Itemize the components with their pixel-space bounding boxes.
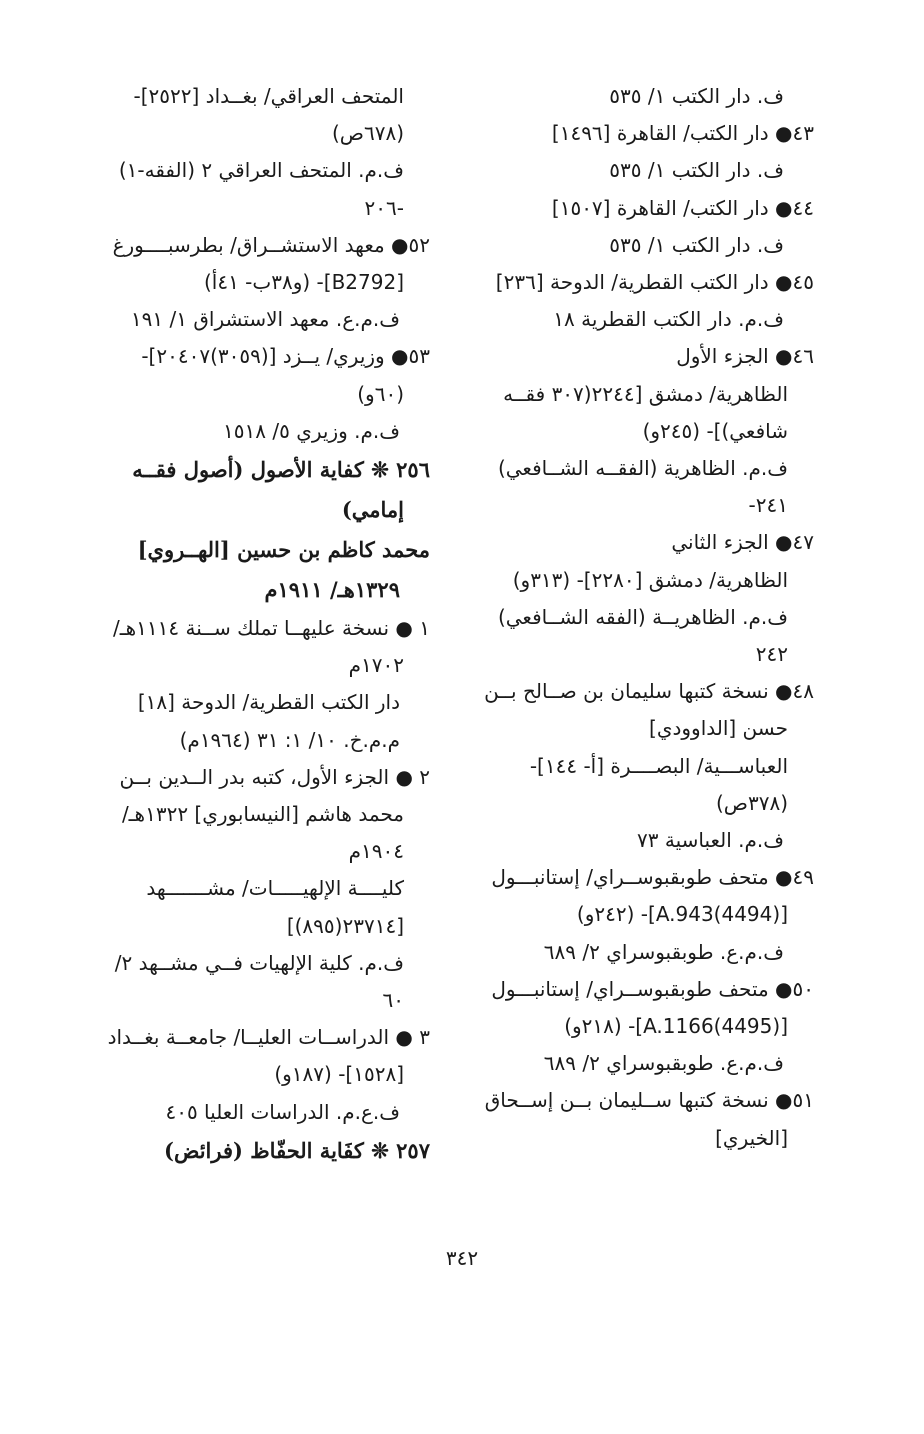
text-line: ٤٣● دار الكتب/ القاهرة [١٤٩٦] (551, 121, 814, 146)
text-line: ٤٦● الجزء الأول (676, 344, 814, 369)
text-line: ٥١● نسخة كتبها ســليمان بــن إســحاق (484, 1088, 814, 1113)
text-line: (٣٧٨ص) (715, 790, 788, 815)
text-line: الظاهرية/ دمشق [٢٢٤٤(٣٠٧ فقــه (503, 381, 788, 406)
text-line: الظاهرية/ دمشق [٢٢٨٠]- (٣١٣و) (512, 567, 788, 592)
text-line: ف.م.ع. طوبقبوسراي ٢/ ٦٨٩ (543, 1051, 784, 1076)
text-line: كليــــة الإلهيـــــات/ مشـــــــهد (146, 876, 404, 901)
page-number: ٣٤٢ (445, 1246, 479, 1270)
text-line: محمد هاشم [النيسابوري] ١٣٢٢هـ/ (121, 802, 404, 827)
text-line: ٣ ● الدراســات العليــا/ جامعــة بغــداد (107, 1025, 430, 1050)
text-line: [B2792]- (و٣٨ب- ٤١أ) (203, 270, 404, 295)
text-line: [١٥٢٨]- (١٨٧و) (274, 1062, 404, 1087)
text-line: -٢٠٦ (364, 195, 404, 220)
text-line: [A.943(4494)]- (٢٤٢و) (576, 902, 788, 927)
text-line: ٤٥● دار الكتب القطرية/ الدوحة [٢٣٦] (495, 270, 814, 295)
text-line: المتحف العراقي/ بغــداد [٢٥٢٢]- (133, 84, 404, 108)
text-line: ف.م.ع. معهد الاستشراق ١/ ١٩١ (130, 307, 400, 332)
text-line: ٤٧● الجزء الثاني (671, 530, 814, 555)
text-line: شافعي)]- (٢٤٥و) (642, 418, 788, 443)
text-line: إمامي) (341, 497, 404, 523)
right-column (462, 78, 814, 1157)
text-line: [الخيري] (715, 1125, 788, 1150)
text-line: ف. دار الكتب ١/ ٥٣٥ (609, 232, 784, 257)
text-line: ٢٤٢ (755, 642, 788, 667)
text-line: ٢٥٧ ❊ كفَاية الحفّاظ (فرائض) (164, 1137, 430, 1163)
text-line: ٢٥٦ ❊ كفاية الأصول (أصول فقــه (132, 457, 430, 483)
text-line: ف.م. كلية الإلهيات فــي مشــهد ٢/ (114, 950, 404, 975)
text-line: ف. دار الكتب ١/ ٥٣٥ (609, 158, 784, 183)
text-line: ١ ● نسخة عليهــا تملك ســنة ١١١٤هـ/ (113, 616, 430, 641)
text-line: ٤٩● متحف طوبقبوســراي/ إستانبـــول (491, 865, 814, 890)
text-line: ف.م.ع. طوبقبوسراي ٢/ ٦٨٩ (543, 939, 784, 964)
text-line: ف.م. الظاهريــة (الفقه الشــافعي) (497, 604, 788, 629)
text-line: ف.م. دار الكتب القطرية ١٨ (553, 307, 784, 332)
text-line: العباســـية/ البصــــرة [أ- ١٤٤]- (529, 753, 788, 778)
text-line: [٢٣٧١٤(٨٩٥)] (286, 913, 404, 938)
text-line: ف.ع.م. الدراسات العليا ٤٠٥ (165, 1099, 400, 1124)
text-line: ف. دار الكتب ١/ ٥٣٥ (609, 84, 784, 108)
text-line: ف.م. المتحف العراقي ٢ (الفقه-١) (118, 158, 404, 183)
text-line: دار الكتب القطرية/ الدوحة [١٨] (137, 690, 400, 715)
text-line: (٦٠و) (357, 381, 404, 406)
text-line: ف.م. الظاهرية (الفقــه الشــافعي) (497, 456, 788, 481)
text-line: م.م.خ. ١٠/ ١: ٣١ (١٩٦٤م) (179, 727, 400, 752)
text-line: ٥٣● وزيري/ يــزد [(٣٠٥٩)٢٠٤٠٧]- (141, 344, 430, 369)
text-line: ٦٠ (382, 988, 404, 1013)
text-line: ٤٤● دار الكتب/ القاهرة [١٥٠٧] (551, 195, 814, 220)
left-column (80, 78, 430, 1171)
text-line: ١٣٢٩هـ/ ١٩١١م (264, 577, 400, 603)
text-line: ١٧٠٢م (348, 653, 404, 678)
text-line: ف.م. العباسية ٧٣ (637, 828, 784, 853)
text-line: ف.م. وزيري ٥/ ١٥١٨ (223, 418, 400, 443)
text-line: ٢ ● الجزء الأول، كتبه بدر الــدين بــن (119, 764, 430, 789)
text-line: [A.1166(4495)]- (٢١٨و) (564, 1014, 788, 1039)
text-line: ٥٢● معهد الاستشــراق/ بطرسبــــورغ (112, 232, 430, 257)
text-line: ١٩٠٤م (348, 839, 404, 864)
text-line: (٦٧٨ص) (331, 121, 404, 146)
text-line: ٥٠● متحف طوبقبوســراي/ إستانبـــول (491, 976, 814, 1001)
text-line: ٤٨● نسخة كتبها سليمان بن صــالح بــن (484, 679, 814, 704)
text-line: ٢٤١- (748, 493, 788, 518)
text-line: حسن [الداوودي] (649, 716, 788, 741)
text-line: محمد كاظم بن حسين [الهــروي] (137, 537, 430, 563)
